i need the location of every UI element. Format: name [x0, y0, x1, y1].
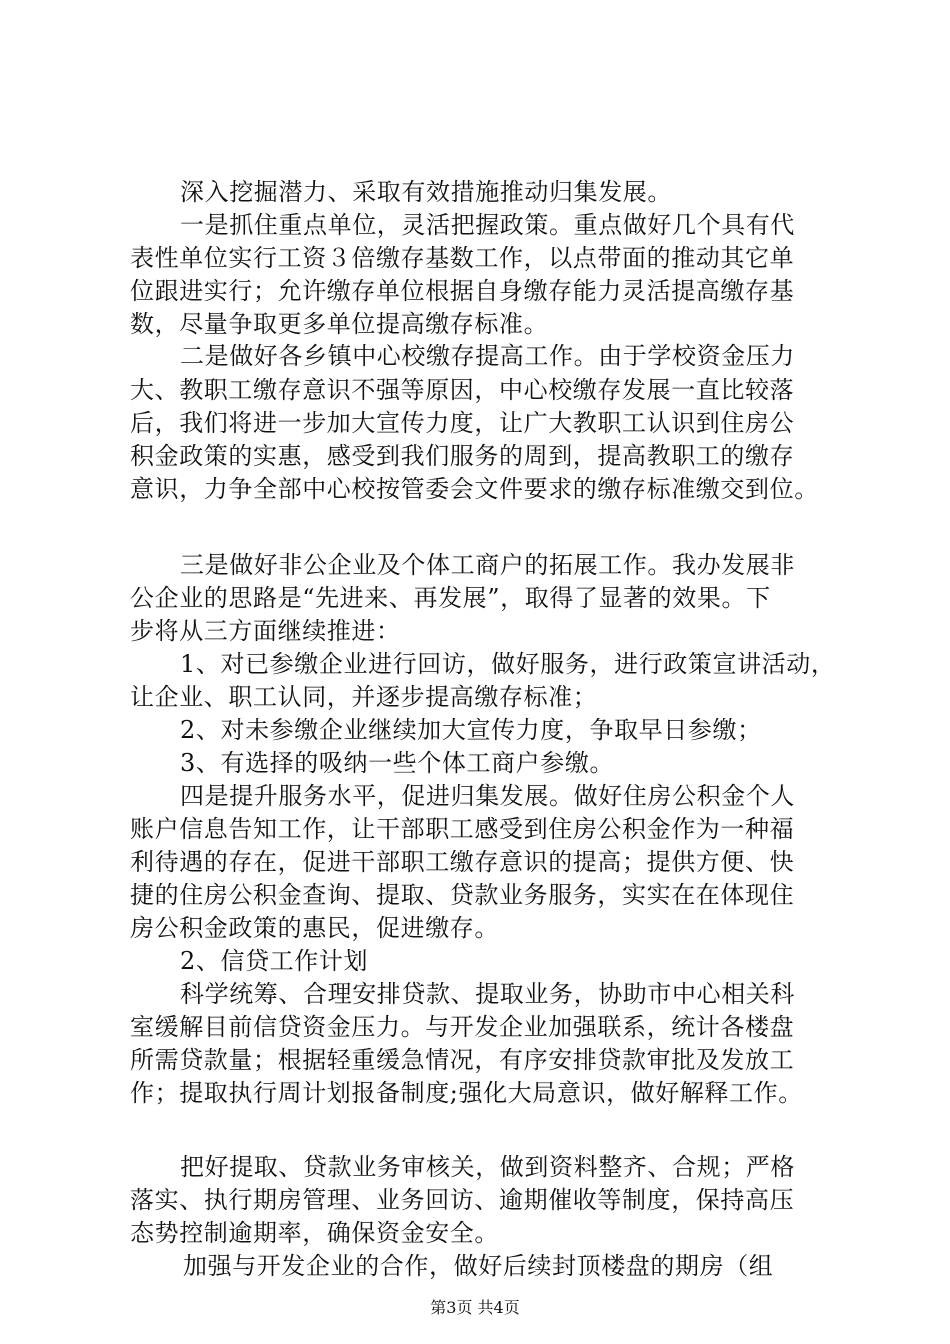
paragraph-line: 步将从三方面继续推进： [130, 617, 401, 645]
section-heading: 2、信贷工作计划 [180, 947, 369, 975]
paragraph-line: 账户信息告知工作，让干部职工感受到住房公积金作为一种福 [130, 815, 795, 843]
paragraph-line: 深入挖掘潜力、采取有效措施推动归集发展。 [180, 178, 672, 206]
paragraph-line: 意识，力争全部中心校按管委会文件要求的缴存标准缴交到位。 [130, 475, 819, 503]
paragraph-line: 室缓解目前信贷资金压力。与开发企业加强联系，统计各楼盘 [130, 1013, 795, 1041]
paragraph-line: 1、对已参缴企业进行回访，做好服务，进行政策宣讲活动， [180, 650, 836, 678]
paragraph-line: 捷的住房公积金查询、提取、贷款业务服务，实实在在体现住 [130, 881, 795, 909]
paragraph-line: 让企业、职工认同，并逐步提高缴存标准； [130, 683, 598, 711]
paragraph-line: 2、对未参缴企业继续加大宣传力度，争取早日参缴； [180, 716, 762, 744]
paragraph-line: 态势控制逾期率，确保资金安全。 [130, 1219, 499, 1247]
page-footer: 第3页 共4页 [430, 1298, 520, 1317]
paragraph-line: 四是提升服务水平，促进归集发展。做好住房公积金个人 [180, 782, 795, 810]
paragraph-line: 公企业的思路是“先进来、再发展”，取得了显著的效果。下 [130, 584, 771, 612]
paragraph-line: 数，尽量争取更多单位提高缴存标准。 [130, 310, 549, 338]
paragraph-line: 后，我们将进一步加大宣传力度，让广大教职工认识到住房公 [130, 409, 795, 437]
paragraph-line: 加强与开发企业的合作，做好后续封顶楼盘的期房（组 [183, 1252, 774, 1280]
paragraph-line: 位跟进实行；允许缴存单位根据自身缴存能力灵活提高缴存基 [130, 277, 795, 305]
paragraph-line: 落实、执行期房管理、业务回访、逾期催收等制度，保持高压 [130, 1186, 795, 1214]
paragraph-line: 科学统筹、合理安排贷款、提取业务，协助市中心相关科 [180, 980, 795, 1008]
paragraph-line: 一是抓住重点单位，灵活把握政策。重点做好几个具有代 [180, 211, 795, 239]
paragraph-line: 所需贷款量；根据轻重缓急情况，有序安排贷款审批及发放工 [130, 1046, 795, 1074]
paragraph-line: 二是做好各乡镇中心校缴存提高工作。由于学校资金压力 [180, 342, 795, 370]
paragraph-line: 大、教职工缴存意识不强等原因，中心校缴存发展一直比较落 [130, 376, 795, 404]
paragraph-line: 作；提取执行周计划报备制度;强化大局意识，做好解释工作。 [130, 1079, 803, 1107]
paragraph-line: 利待遇的存在，促进干部职工缴存意识的提高；提供方便、快 [130, 848, 795, 876]
paragraph-line: 把好提取、贷款业务审核关，做到资料整齐、合规；严格 [180, 1153, 795, 1181]
paragraph-line: 积金政策的实惠，感受到我们服务的周到，提高教职工的缴存 [130, 442, 795, 470]
paragraph-line: 三是做好非公企业及个体工商户的拓展工作。我办发展非 [180, 551, 795, 579]
paragraph-line: 3、有选择的吸纳一些个体工商户参缴。 [180, 749, 615, 777]
paragraph-line: 表性单位实行工资３倍缴存基数工作，以点带面的推动其它单 [130, 244, 795, 272]
paragraph-line: 房公积金政策的惠民，促进缴存。 [130, 914, 499, 942]
